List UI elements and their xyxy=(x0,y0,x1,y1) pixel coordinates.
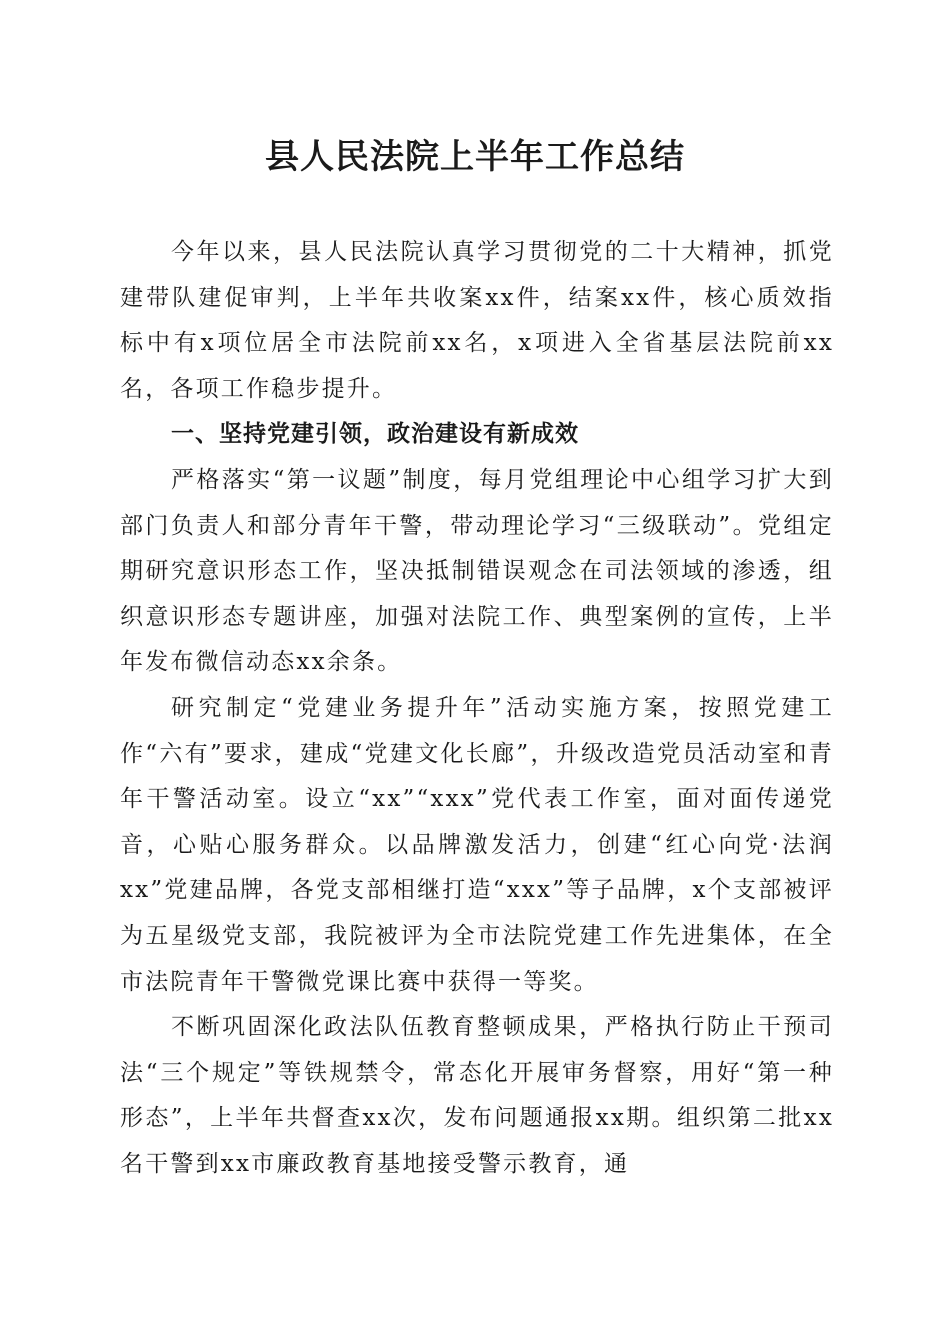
section-heading: 一、坚持党建引领，政治建设有新成效 xyxy=(171,421,579,448)
body-paragraph: 研究制定“党建业务提升年”活动实施方案，按照党建工作“六有”要求，建成“党建文化长廊”，升级改造党员活动室和青年干警活动室。设立“xx”“xxx”党代表工作室，面对面传递党音，心贴心服务群众。以品牌激发活力，创建“红心向党·法润xx”党建品牌，各党支部相继打造“xxx”等子品牌，x个支部被评为五星级党支部，我院被评为全市法院党建工作先进集体，在全市法院青年干警微党课比赛中获得一等奖。 xyxy=(120,694,834,995)
body-paragraph: 不断巩固深化政法队伍教育整顿成果，严格执行防止干预司法“三个规定”等铁规禁令，常态化开展审务督察，用好“第一种形态”，上半年共督查xx次，发布问题通报xx期。组织第二批xx名干警到xx市廉政教育基地接受警示教育，通 xyxy=(120,1014,834,1177)
intro-paragraph: 今年以来，县人民法院认真学习贯彻党的二十大精神，抓党建带队建促审判，上半年共收案xx件，结案xx件，核心质效指标中有x项位居全市法院前xx名，x项进入全省基层法院前xx名，各项工作稳步提升。 xyxy=(120,239,834,402)
document-title: 县人民法院上半年工作总结 xyxy=(265,137,685,177)
document-body xyxy=(120,230,834,1187)
body-paragraph: 严格落实“第一议题”制度，每月党组理论中心组学习扩大到部门负责人和部分青年干警，带动理论学习“三级联动”。党组定期研究意识形态工作，坚决抵制错误观念在司法领域的渗透，组织意识形态专题讲座，加强对法院工作、典型案例的宣传，上半年发布微信动态xx余条。 xyxy=(120,466,834,676)
